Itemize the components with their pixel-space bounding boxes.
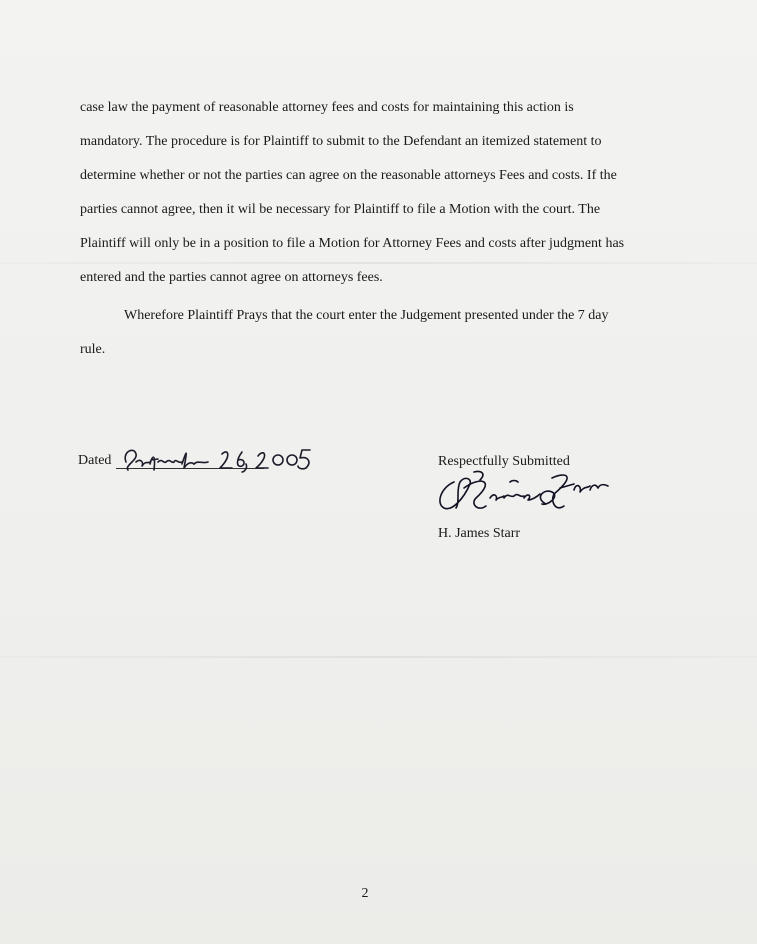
handwritten-signature [434, 468, 614, 528]
closing-line: Wherefore Plaintiff Prays that the court enter the Judgement presented under the 7 day [124, 308, 609, 323]
body-line: determine whether or not the parties can agree on the reasonable attorneys Fees and costs. If the [80, 168, 617, 183]
body-line: entered and the parties cannot agree on attorneys fees. [80, 270, 383, 285]
dated-label: Dated [78, 453, 112, 468]
paper-fold-line [0, 262, 757, 264]
closing-line: rule. [80, 342, 106, 357]
signature-block [438, 454, 638, 554]
paper-fold-line [0, 656, 757, 658]
handwritten-date [118, 442, 318, 476]
respectfully-submitted-label: Respectfully Submitted [438, 454, 570, 469]
dated-block [78, 450, 338, 480]
page-number: 2 [361, 886, 369, 901]
body-line: parties cannot agree, then it wil be necessary for Plaintiff to file a Motion with the court. The [80, 202, 601, 217]
body-line: mandatory. The procedure is for Plaintiff to submit to the Defendant an itemized statement to [80, 134, 602, 149]
body-line: case law the payment of reasonable attorney fees and costs for maintaining this action is [80, 100, 574, 115]
signer-name: H. James Starr [438, 526, 521, 541]
body-line: Plaintiff will only be in a position to file a Motion for Attorney Fees and costs after judgment has [80, 236, 625, 251]
